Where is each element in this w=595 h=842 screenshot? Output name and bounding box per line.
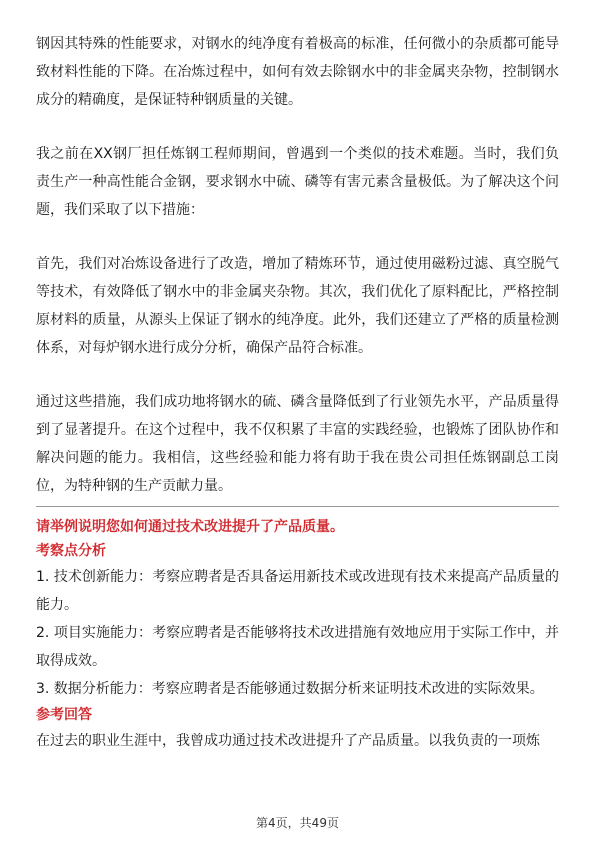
answer-heading: 参考回答 [36,707,92,723]
body-paragraph: 钢因其特殊的性能要求，对钢水的纯净度有着极高的标准，任何微小的杂质都可能导致材料性能的下降。在冶炼过程中，如何有效去除钢水中的非金属夹杂物，控制钢水成分的精确度，是保证特种钢质量的关键。 [36,36,559,108]
paragraph-gap [36,114,559,140]
analysis-point: 1. 技术创新能力：考察应聘者是否具备运用新技术或改进现有技术来提高产品质量的能力。 [36,569,559,613]
section-divider [36,506,559,507]
answer-text: 在过去的职业生涯中，我曾成功通过技术改进提升了产品质量。以我负责的一项炼 [36,733,540,749]
analysis-heading: 考察点分析 [36,543,106,559]
analysis-point: 2. 项目实施能力：考察应聘者是否能够将技术改进措施有效地应用于实际工作中，并取得成效。 [36,625,559,669]
body-paragraph: 我之前在XX钢厂担任炼钢工程师期间，曾遇到一个类似的技术难题。当时，我们负责生产一种高性能合金钢，要求钢水中硫、磷等有害元素含量极低。为了解决这个问题，我们采取了以下措施： [36,146,559,218]
paragraph-gap [36,362,559,388]
analysis-point: 3. 数据分析能力：考察应聘者是否能够通过数据分析来证明技术改进的实际效果。 [36,681,544,697]
page-number-footer: 第4页，共49页 [256,816,339,830]
document-page [36,30,559,755]
paragraph-gap [36,224,559,250]
body-paragraph: 通过这些措施，我们成功地将钢水的硫、磷含量降低到了行业领先水平，产品质量得到了显著提升。在这个过程中，我不仅积累了丰富的实践经验，也锻炼了团队协作和解决问题的能力。我相信，这些经验和能力将有助于我在贵公司担任炼钢副总工岗位，为特种钢的生产贡献力量。 [36,394,559,494]
question-title: 请举例说明您如何通过技术改进提升了产品质量。 [36,519,344,535]
body-paragraph: 首先，我们对冶炼设备进行了改造，增加了精炼环节，通过使用磁粉过滤、真空脱气等技术，有效降低了钢水中的非金属夹杂物。其次，我们优化了原料配比，严格控制原材料的质量，从源头上保证了钢水的纯净度。此外，我们还建立了严格的质量检测体系，对每炉钢水进行成分分析，确保产品符合标准。 [36,256,559,356]
